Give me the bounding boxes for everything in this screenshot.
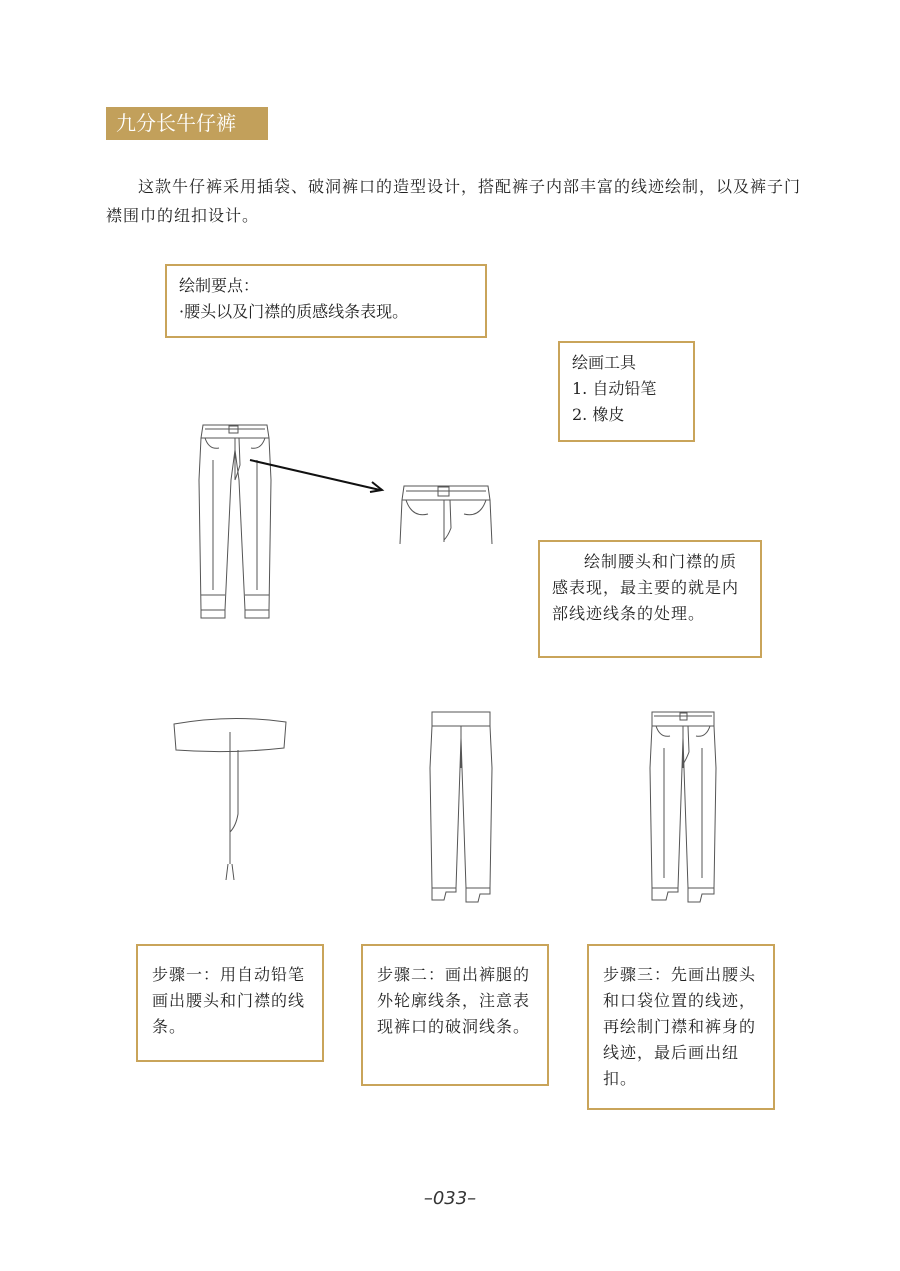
key-points-item: ·腰头以及门襟的质感线条表现。 [179,302,409,321]
jeans-full-illustration [195,420,275,625]
step3-illustration [648,708,718,908]
step3-text: 步骤三：先画出腰头和口袋位置的线迹，再绘制门襟和裤身的线迹，最后画出纽扣。 [603,965,757,1088]
section-title: 九分长牛仔裤 [106,107,268,140]
key-points-box [165,264,487,338]
tools-item-1: 1. 自动铅笔 [572,379,657,398]
arrow-icon [248,456,388,496]
step3-box [587,944,775,1110]
note-box [538,540,762,658]
step2-box [361,944,549,1086]
step2-text: 步骤二：画出裤腿的外轮廓线条，注意表现裤口的破洞线条。 [377,965,531,1036]
key-points-heading: 绘制要点： [179,276,260,295]
tools-box [558,341,695,442]
step1-text: 步骤一：用自动铅笔画出腰头和门襟的线条。 [152,965,306,1036]
step1-illustration [170,714,290,884]
intro-paragraph: 这款牛仔裤采用插袋、破洞裤口的造型设计，搭配裤子内部丰富的线迹绘制，以及裤子门襟围巾的纽扣设计。 [106,177,802,225]
tools-heading: 绘画工具 [572,353,637,372]
note-text: 绘制腰头和门襟的质感表现，最主要的就是内部线迹线条的处理。 [552,552,740,623]
page-number: –033– [423,1188,477,1209]
waistband-detail-illustration [398,484,494,544]
step1-box [136,944,324,1062]
step2-illustration [428,708,494,908]
tools-item-2: 2. 橡皮 [572,405,625,424]
